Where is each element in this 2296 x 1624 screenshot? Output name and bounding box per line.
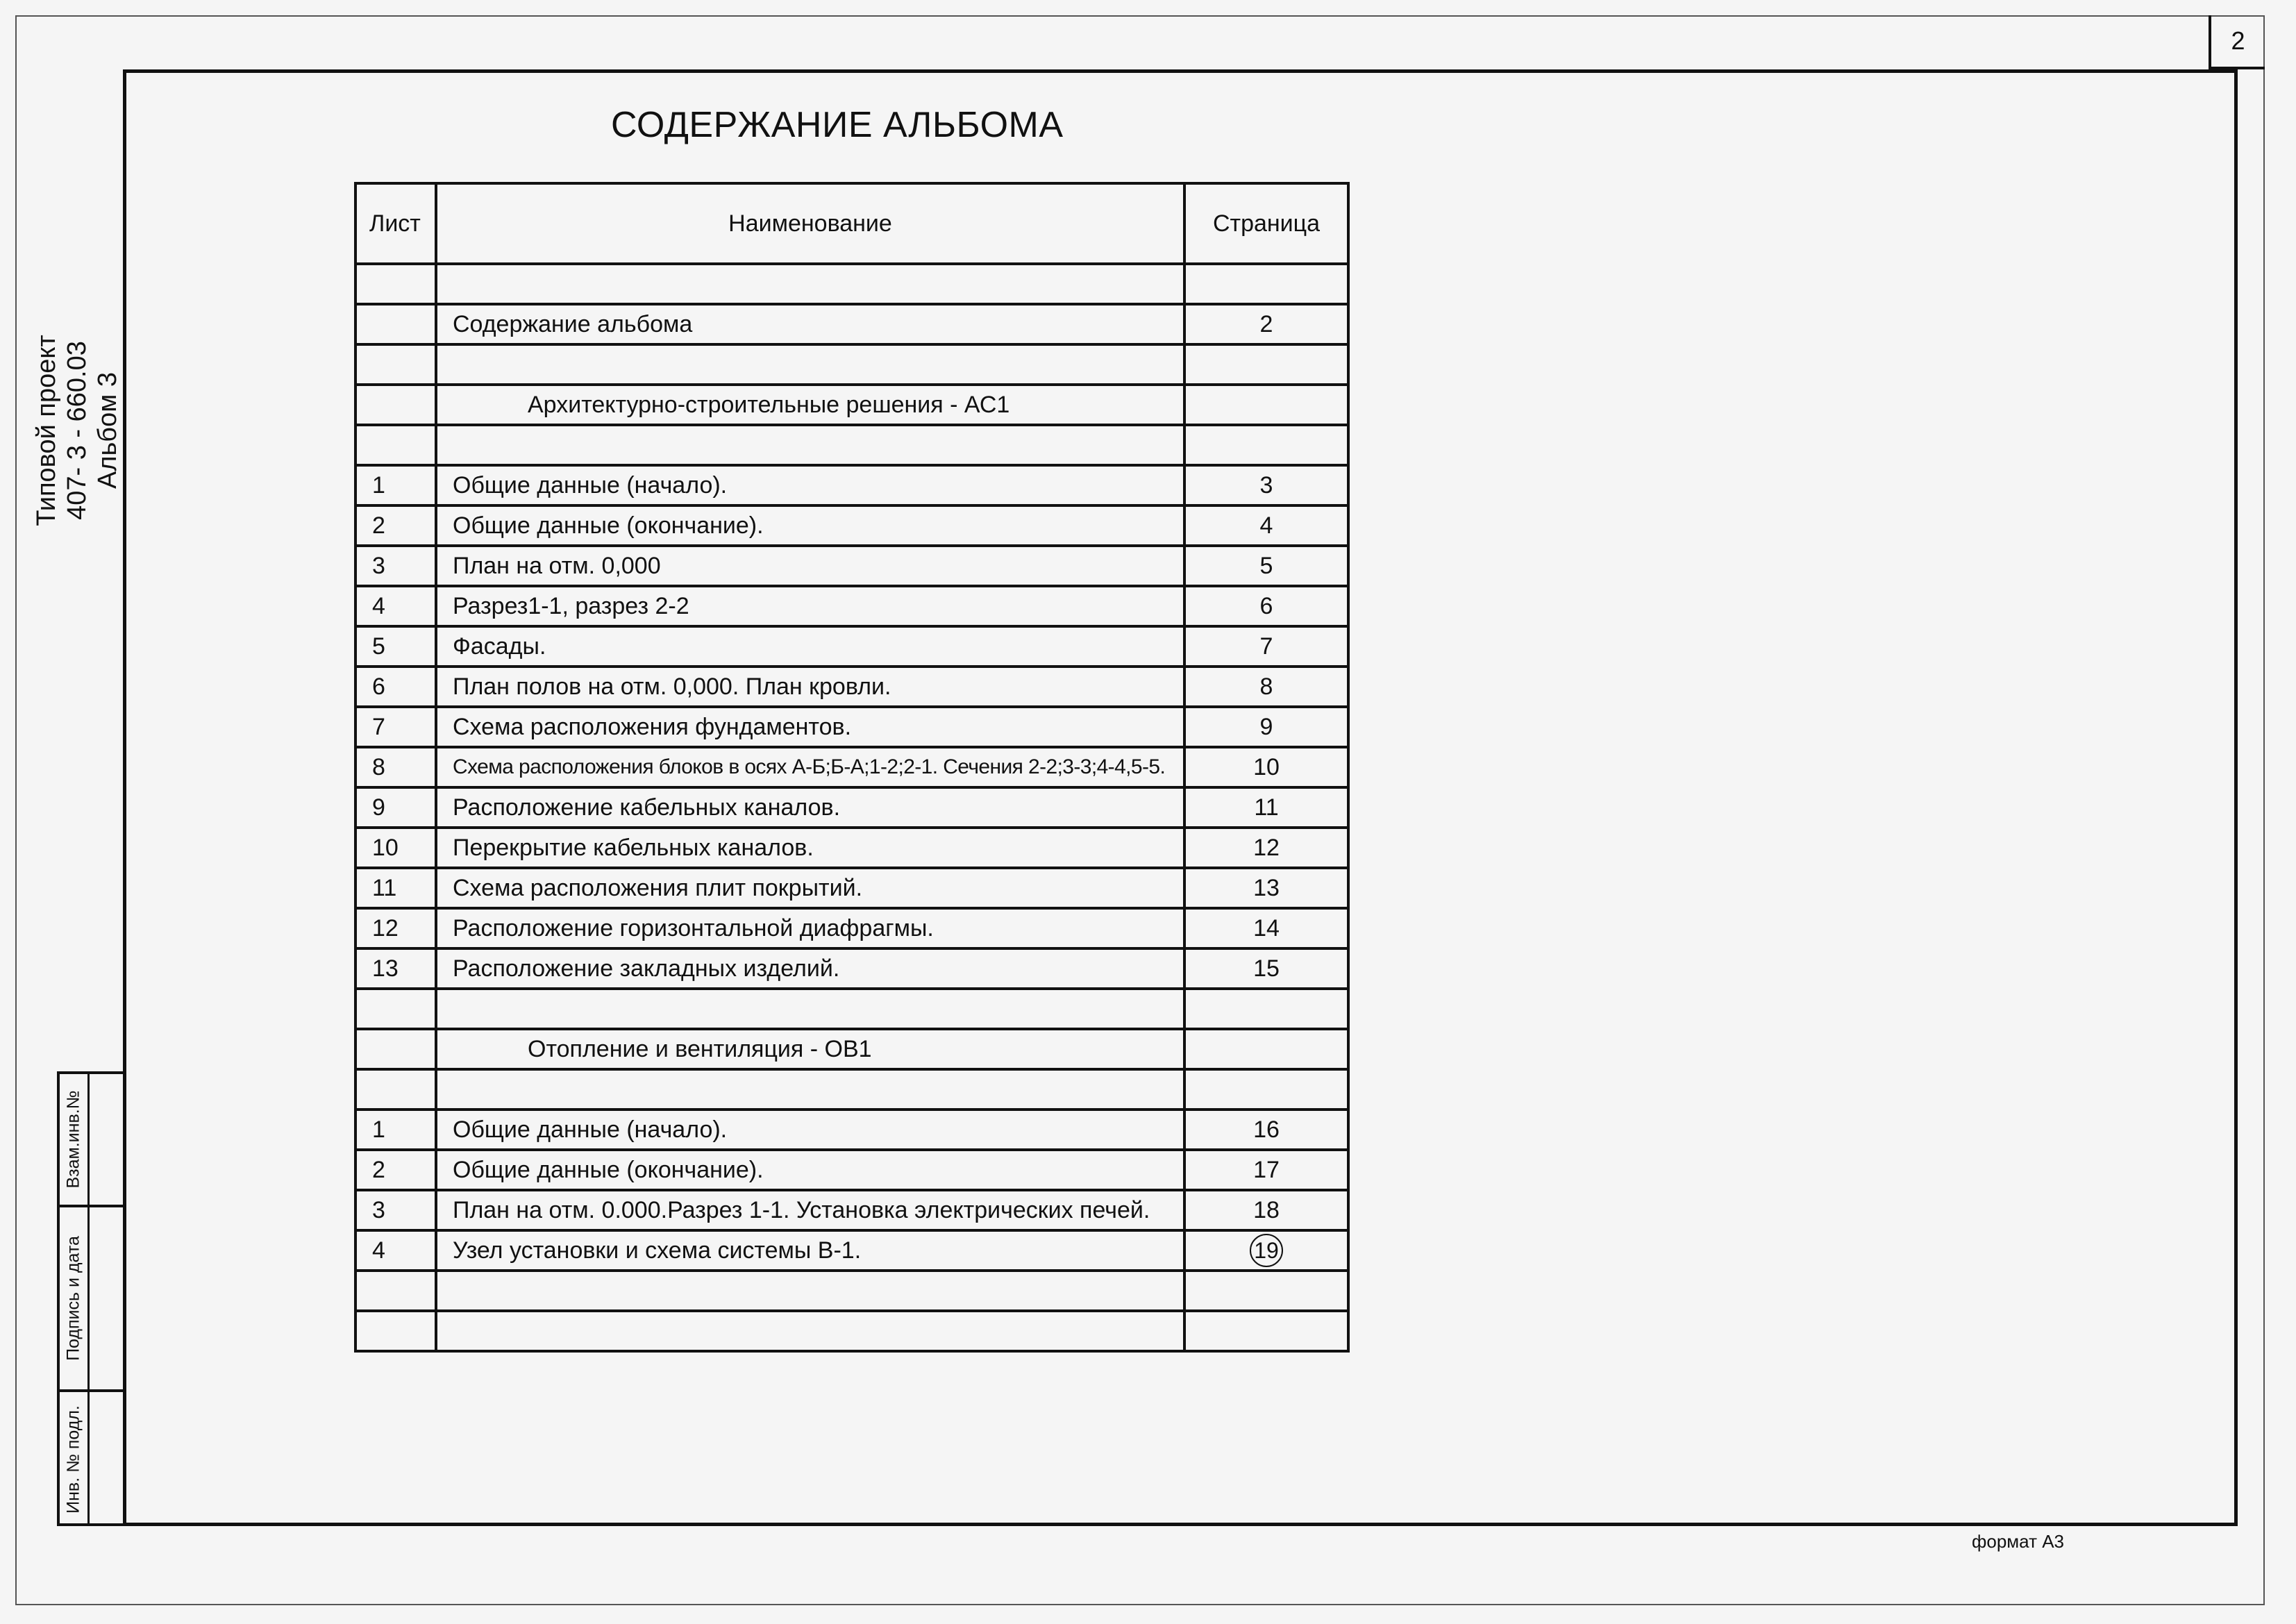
sheet-number-cell: 1 [355,1110,436,1150]
sheet-number-cell: 12 [355,908,436,948]
sheet-number-cell: 5 [355,626,436,667]
page-number-cell [1184,989,1348,1029]
side-title-line3: Альбом 3 [93,371,122,489]
sheet-number-cell [355,1029,436,1069]
sheet-name-cell [436,1311,1184,1351]
page-number-cell [1184,1230,1348,1271]
sheet-number-cell [355,989,436,1029]
approval-stamp [57,1071,123,1526]
sheet-name-cell: Общие данные (начало). [436,1110,1184,1150]
table-row [355,425,1348,465]
page-number-cell: 4 [1184,505,1348,546]
section-heading-cell: Архитектурно-строительные решения - АС1 [436,385,1184,425]
page-number-cell: 14 [1184,908,1348,948]
page-number-cell [1184,1029,1348,1069]
sheet-number-cell: 8 [355,747,436,787]
sheet-number-cell: 11 [355,868,436,908]
table-row [355,707,1348,747]
page-number-cell: 10 [1184,747,1348,787]
table-row [355,465,1348,505]
page-number-cell: 12 [1184,828,1348,868]
table-row [355,828,1348,868]
page-number-cell: 3 [1184,465,1348,505]
sheet-number-cell: 9 [355,787,436,828]
section-heading-cell: Отопление и вентиляция - ОВ1 [436,1029,1184,1069]
page-number-cell: 2 [1184,304,1348,344]
sheet-number-cell: 13 [355,948,436,989]
sheet-number-cell [355,1311,436,1351]
table-row [355,586,1348,626]
page-number-cell: 16 [1184,1110,1348,1150]
table-row [355,1190,1348,1230]
page-number-cell [1184,425,1348,465]
sheet-name-cell [436,264,1184,304]
table-row [355,908,1348,948]
table-row [355,989,1348,1029]
page-number-cell [1184,264,1348,304]
sheet-name-cell: План полов на отм. 0,000. План кровли. [436,667,1184,707]
sheet-number-cell: 2 [355,505,436,546]
table-row [355,1150,1348,1190]
page-number-cell: 9 [1184,707,1348,747]
page-number-cell: 17 [1184,1150,1348,1190]
page-number: 2 [2231,26,2245,55]
table-row [355,868,1348,908]
table-row [355,304,1348,344]
sheet-number-cell: 4 [355,586,436,626]
sheet-name-cell: Фасады. [436,626,1184,667]
stamp-label-vzam: Взам.инв.№ [63,1090,83,1189]
table-header-row [355,183,1348,264]
page-number-cell: 18 [1184,1190,1348,1230]
sheet-name-cell: Расположение закладных изделий. [436,948,1184,989]
table-row [355,385,1348,425]
sheet-number-cell [355,264,436,304]
sheet-name-cell: Разрез1-1, разрез 2-2 [436,586,1184,626]
page-number-cell: 5 [1184,546,1348,586]
stamp-label-inv: Инв. № подл. [63,1405,83,1514]
document-title: СОДЕРЖАНИЕ АЛЬБОМА [611,105,1064,145]
page-number-cell: 8 [1184,667,1348,707]
page-number-cell: 11 [1184,787,1348,828]
page-number-box [2209,15,2265,69]
page-number-cell [1184,1311,1348,1351]
sheet-name-cell: Схема расположения фундаментов. [436,707,1184,747]
sheet-name-cell: Общие данные (окончание). [436,1150,1184,1190]
table-row [355,264,1348,304]
page-number-cell [1184,1271,1348,1311]
table-row [355,948,1348,989]
sheet-number-cell [355,344,436,385]
sheet-name-cell: Общие данные (окончание). [436,505,1184,546]
sheet-name-cell: Расположение кабельных каналов. [436,787,1184,828]
sheet-name-cell: Расположение горизонтальной диафрагмы. [436,908,1184,948]
sheet-name-cell: Узел установки и схема системы В-1. [436,1230,1184,1271]
sheet-number-cell: 1 [355,465,436,505]
format-label: формат А3 [1972,1531,2065,1552]
table-row [355,505,1348,546]
table-row [355,1311,1348,1351]
sheet-name-cell: Содержание альбома [436,304,1184,344]
sheet-number-cell: 10 [355,828,436,868]
sheet-number-cell: 6 [355,667,436,707]
sheet-number-cell [355,304,436,344]
page-number-cell: 7 [1184,626,1348,667]
sheet-name-cell [436,425,1184,465]
sheet-name-cell: План на отм. 0.000.Разрез 1-1. Установка электрических печей. [436,1190,1184,1230]
contents-table [354,182,1350,1353]
page-number-cell [1184,385,1348,425]
sheet-name-cell: План на отм. 0,000 [436,546,1184,586]
circled-page-number: 19 [1250,1234,1283,1267]
side-title [32,326,122,535]
stamp-cell-inv [60,1392,123,1526]
side-title-line1: Типовой проект [32,335,61,526]
header-name: Наименование [436,183,1184,264]
page-number-cell: 13 [1184,868,1348,908]
stamp-cell-vzam [60,1074,123,1207]
sheet-number-cell [355,1271,436,1311]
sheet-number-cell: 3 [355,546,436,586]
table-row [355,787,1348,828]
sheet-number-cell: 3 [355,1190,436,1230]
table-row [355,667,1348,707]
table-row [355,1271,1348,1311]
sheet-name-cell: Схема расположения плит покрытий. [436,868,1184,908]
sheet-name-cell: Перекрытие кабельных каналов. [436,828,1184,868]
table-row [355,1029,1348,1069]
stamp-cell-podpis [60,1207,123,1392]
sheet-name-cell [436,344,1184,385]
table-row [355,1230,1348,1271]
sheet-name-cell [436,989,1184,1029]
table-row [355,626,1348,667]
sheet-name-cell: Схема расположения блоков в осях А-Б;Б-А;1-2;2-1. Сечения 2-2;3-3;4-4,5-5. [436,747,1184,787]
table-row [355,1069,1348,1110]
table-row [355,546,1348,586]
sheet-number-cell [355,425,436,465]
sheet-name-cell [436,1069,1184,1110]
page-number-cell: 6 [1184,586,1348,626]
table-row [355,747,1348,787]
page-number-cell [1184,1069,1348,1110]
sheet-number-cell: 2 [355,1150,436,1190]
sheet-name-cell [436,1271,1184,1311]
stamp-label-podpis: Подпись и дата [63,1236,83,1361]
header-sheet: Лист [355,183,436,264]
header-page: Страница [1184,183,1348,264]
sheet-number-cell: 7 [355,707,436,747]
sheet-name-cell: Общие данные (начало). [436,465,1184,505]
sheet-number-cell [355,1069,436,1110]
sheet-number-cell: 4 [355,1230,436,1271]
table-row [355,344,1348,385]
page-number-cell: 15 [1184,948,1348,989]
table-row [355,1110,1348,1150]
sheet-number-cell [355,385,436,425]
side-title-line2: 407- 3 - 660.03 [62,341,92,520]
page-number-cell [1184,344,1348,385]
